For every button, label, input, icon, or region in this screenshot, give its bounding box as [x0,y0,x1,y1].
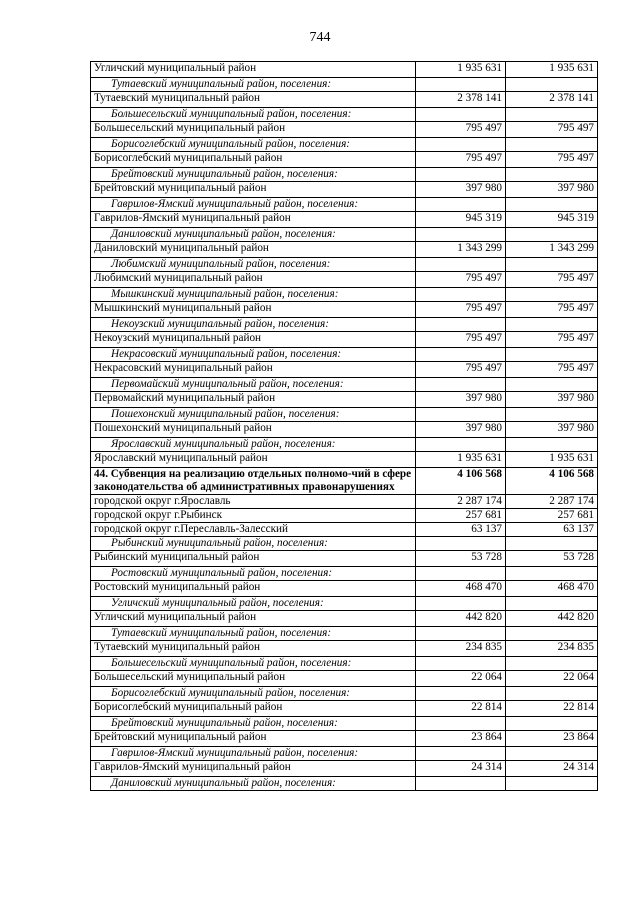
row-name-cell: Брейтовский муниципальный район [91,731,416,747]
row-name-cell: Ростовский муниципальный район, поселения: [91,567,416,581]
row-value-2-cell: 23 864 [506,731,598,747]
settlement-subheader-row [91,78,598,92]
row-value-1-cell [416,408,506,422]
row-value-1-cell: 22 814 [416,701,506,717]
row-value-2-cell [506,258,598,272]
table-row [91,422,598,438]
row-name-cell: Брейтовский муниципальный район, поселения: [91,168,416,182]
row-value-2-cell [506,288,598,302]
table-row [91,392,598,408]
row-name-cell: Большесельский муниципальный район, поселения: [91,657,416,671]
row-value-2-cell: 397 980 [506,182,598,198]
row-value-2-cell: 1 343 299 [506,242,598,258]
row-name-cell: Тутаевский муниципальный район, поселения: [91,627,416,641]
row-value-1-cell: 397 980 [416,182,506,198]
row-name-cell: Даниловский муниципальный район, поселения: [91,777,416,791]
row-value-2-cell [506,777,598,791]
row-value-2-cell [506,78,598,92]
settlement-subheader-row [91,537,598,551]
settlement-subheader-row [91,567,598,581]
row-value-1-cell [416,378,506,392]
settlement-subheader-row [91,198,598,212]
row-value-1-cell [416,687,506,701]
row-name-cell: Большесельский муниципальный район, поселения: [91,108,416,122]
row-value-1-cell [416,228,506,242]
table-row [91,92,598,108]
row-value-1-cell [416,627,506,641]
row-value-2-cell [506,438,598,452]
row-value-1-cell [416,288,506,302]
table-row [91,495,598,509]
row-value-2-cell: 257 681 [506,509,598,523]
row-value-2-cell: 1 935 631 [506,452,598,468]
row-name-cell: Борисоглебский муниципальный район, поселения: [91,687,416,701]
row-value-2-cell: 442 820 [506,611,598,627]
table-row [91,581,598,597]
settlement-subheader-row [91,687,598,701]
row-value-1-cell: 795 497 [416,122,506,138]
row-value-2-cell [506,567,598,581]
row-name-cell: Любимский муниципальный район [91,272,416,288]
row-value-2-cell: 795 497 [506,332,598,348]
row-value-1-cell: 24 314 [416,761,506,777]
row-name-cell: Мышкинский муниципальный район, поселения: [91,288,416,302]
row-value-2-cell: 4 106 568 [506,468,598,495]
row-value-2-cell [506,597,598,611]
settlement-subheader-row [91,258,598,272]
row-value-1-cell: 795 497 [416,302,506,318]
page-number: 744 [309,30,331,45]
row-value-2-cell: 53 728 [506,551,598,567]
row-value-1-cell: 795 497 [416,272,506,288]
row-value-1-cell: 442 820 [416,611,506,627]
row-name-cell: городской округ г.Переславль-Залесский [91,523,416,537]
row-value-2-cell [506,627,598,641]
row-value-1-cell: 397 980 [416,392,506,408]
row-name-cell: Гаврилов-Ямский муниципальный район [91,761,416,777]
row-name-cell: Тутаевский муниципальный район [91,641,416,657]
row-value-1-cell: 1 935 631 [416,452,506,468]
row-value-1-cell [416,108,506,122]
row-name-cell: Тутаевский муниципальный район [91,92,416,108]
row-name-cell: 44. Субвенция на реализацию отдельных полномо-чий в сфере законодательства об административных правонарушениях [91,468,416,495]
row-value-2-cell: 234 835 [506,641,598,657]
settlement-subheader-row [91,138,598,152]
row-value-2-cell [506,747,598,761]
table-row [91,509,598,523]
row-value-2-cell: 468 470 [506,581,598,597]
table-row [91,212,598,228]
row-name-cell: Гаврилов-Ямский муниципальный район, поселения: [91,198,416,212]
row-name-cell: Любимский муниципальный район, поселения: [91,258,416,272]
row-value-2-cell: 795 497 [506,152,598,168]
row-name-cell: Даниловский муниципальный район [91,242,416,258]
row-value-2-cell: 22 064 [506,671,598,687]
row-value-1-cell [416,657,506,671]
row-value-2-cell: 63 137 [506,523,598,537]
row-value-1-cell: 945 319 [416,212,506,228]
row-name-cell: Большесельский муниципальный район [91,671,416,687]
row-value-2-cell: 24 314 [506,761,598,777]
row-name-cell: Борисоглебский муниципальный район [91,152,416,168]
row-value-1-cell [416,747,506,761]
row-value-1-cell: 397 980 [416,422,506,438]
row-value-1-cell [416,777,506,791]
row-value-2-cell: 397 980 [506,392,598,408]
row-value-1-cell: 795 497 [416,152,506,168]
table-row [91,332,598,348]
row-name-cell: Тутаевский муниципальный район, поселения: [91,78,416,92]
row-value-2-cell [506,717,598,731]
row-name-cell: Некоузский муниципальный район, поселения: [91,318,416,332]
row-name-cell: Ярославский муниципальный район [91,452,416,468]
table-row [91,182,598,198]
row-name-cell: Борисоглебский муниципальный район, поселения: [91,138,416,152]
row-value-1-cell [416,318,506,332]
row-value-1-cell: 2 378 141 [416,92,506,108]
table-row [91,701,598,717]
row-value-2-cell [506,168,598,182]
settlement-subheader-row [91,348,598,362]
table-row [91,302,598,318]
row-value-2-cell [506,657,598,671]
settlement-subheader-row [91,108,598,122]
row-name-cell: Угличский муниципальный район [91,62,416,78]
table-row [91,242,598,258]
row-value-2-cell [506,198,598,212]
settlement-subheader-row [91,777,598,791]
settlement-subheader-row [91,228,598,242]
row-value-1-cell: 1 935 631 [416,62,506,78]
table-row [91,152,598,168]
row-value-2-cell: 795 497 [506,302,598,318]
row-value-1-cell [416,138,506,152]
settlement-subheader-row [91,288,598,302]
settlement-subheader-row [91,627,598,641]
row-value-1-cell: 4 106 568 [416,468,506,495]
settlement-subheader-row [91,717,598,731]
row-name-cell: Брейтовский муниципальный район, поселения: [91,717,416,731]
row-value-1-cell: 257 681 [416,509,506,523]
row-name-cell: Ростовский муниципальный район [91,581,416,597]
row-name-cell: Некрасовский муниципальный район [91,362,416,378]
row-value-2-cell [506,228,598,242]
table-row [91,523,598,537]
table-row [91,641,598,657]
row-name-cell: Мышкинский муниципальный район [91,302,416,318]
settlement-subheader-row [91,168,598,182]
row-value-1-cell: 23 864 [416,731,506,747]
row-value-2-cell: 2 378 141 [506,92,598,108]
table-row [91,611,598,627]
row-value-2-cell [506,537,598,551]
row-name-cell: Рыбинский муниципальный район, поселения: [91,537,416,551]
row-name-cell: Рыбинский муниципальный район [91,551,416,567]
table-row [91,551,598,567]
row-name-cell: Гаврилов-Ямский муниципальный район [91,212,416,228]
row-name-cell: Первомайский муниципальный район [91,392,416,408]
row-value-1-cell: 795 497 [416,362,506,378]
row-value-2-cell [506,348,598,362]
row-name-cell: Большесельский муниципальный район [91,122,416,138]
row-name-cell: Первомайский муниципальный район, поселения: [91,378,416,392]
row-name-cell: городской округ г.Ярославль [91,495,416,509]
row-name-cell: Угличский муниципальный район [91,611,416,627]
settlement-subheader-row [91,318,598,332]
row-value-1-cell: 1 343 299 [416,242,506,258]
settlement-subheader-row [91,747,598,761]
row-value-1-cell [416,348,506,362]
row-value-1-cell: 2 287 174 [416,495,506,509]
row-value-1-cell [416,597,506,611]
table-row [91,452,598,468]
row-value-1-cell: 795 497 [416,332,506,348]
row-name-cell: Угличский муниципальный район, поселения: [91,597,416,611]
row-value-2-cell [506,318,598,332]
table-row [91,731,598,747]
row-value-2-cell [506,138,598,152]
row-name-cell: Некоузский муниципальный район [91,332,416,348]
row-value-2-cell: 397 980 [506,422,598,438]
table-row [91,671,598,687]
table-row [91,62,598,78]
row-name-cell: Пошехонский муниципальный район [91,422,416,438]
table-row [91,272,598,288]
row-name-cell: городской округ г.Рыбинск [91,509,416,523]
row-value-1-cell: 53 728 [416,551,506,567]
row-name-cell: Пошехонский муниципальный район, поселения: [91,408,416,422]
row-name-cell: Гаврилов-Ямский муниципальный район, поселения: [91,747,416,761]
settlement-subheader-row [91,438,598,452]
section-header-row [91,468,598,495]
table-row [91,362,598,378]
row-value-1-cell [416,537,506,551]
row-value-1-cell [416,717,506,731]
row-name-cell: Даниловский муниципальный район, поселения: [91,228,416,242]
budget-table [90,61,598,791]
row-value-2-cell: 22 814 [506,701,598,717]
row-value-1-cell [416,567,506,581]
row-value-1-cell: 234 835 [416,641,506,657]
row-value-2-cell [506,378,598,392]
row-value-1-cell [416,78,506,92]
row-name-cell: Борисоглебский муниципальный район [91,701,416,717]
settlement-subheader-row [91,378,598,392]
row-value-1-cell: 22 064 [416,671,506,687]
table-row [91,761,598,777]
row-value-2-cell: 945 319 [506,212,598,228]
row-value-2-cell: 1 935 631 [506,62,598,78]
row-name-cell: Некрасовский муниципальный район, поселения: [91,348,416,362]
row-value-1-cell [416,198,506,212]
row-value-2-cell: 795 497 [506,272,598,288]
row-value-1-cell [416,258,506,272]
row-value-2-cell [506,408,598,422]
row-value-2-cell [506,687,598,701]
row-value-1-cell [416,438,506,452]
row-value-1-cell [416,168,506,182]
table-row [91,122,598,138]
settlement-subheader-row [91,597,598,611]
settlement-subheader-row [91,408,598,422]
row-name-cell: Ярославский муниципальный район, поселения: [91,438,416,452]
budget-table-body [91,62,598,791]
settlement-subheader-row [91,657,598,671]
row-value-2-cell [506,108,598,122]
row-value-2-cell: 795 497 [506,362,598,378]
row-name-cell: Брейтовский муниципальный район [91,182,416,198]
row-value-1-cell: 63 137 [416,523,506,537]
row-value-2-cell: 2 287 174 [506,495,598,509]
row-value-2-cell: 795 497 [506,122,598,138]
row-value-1-cell: 468 470 [416,581,506,597]
